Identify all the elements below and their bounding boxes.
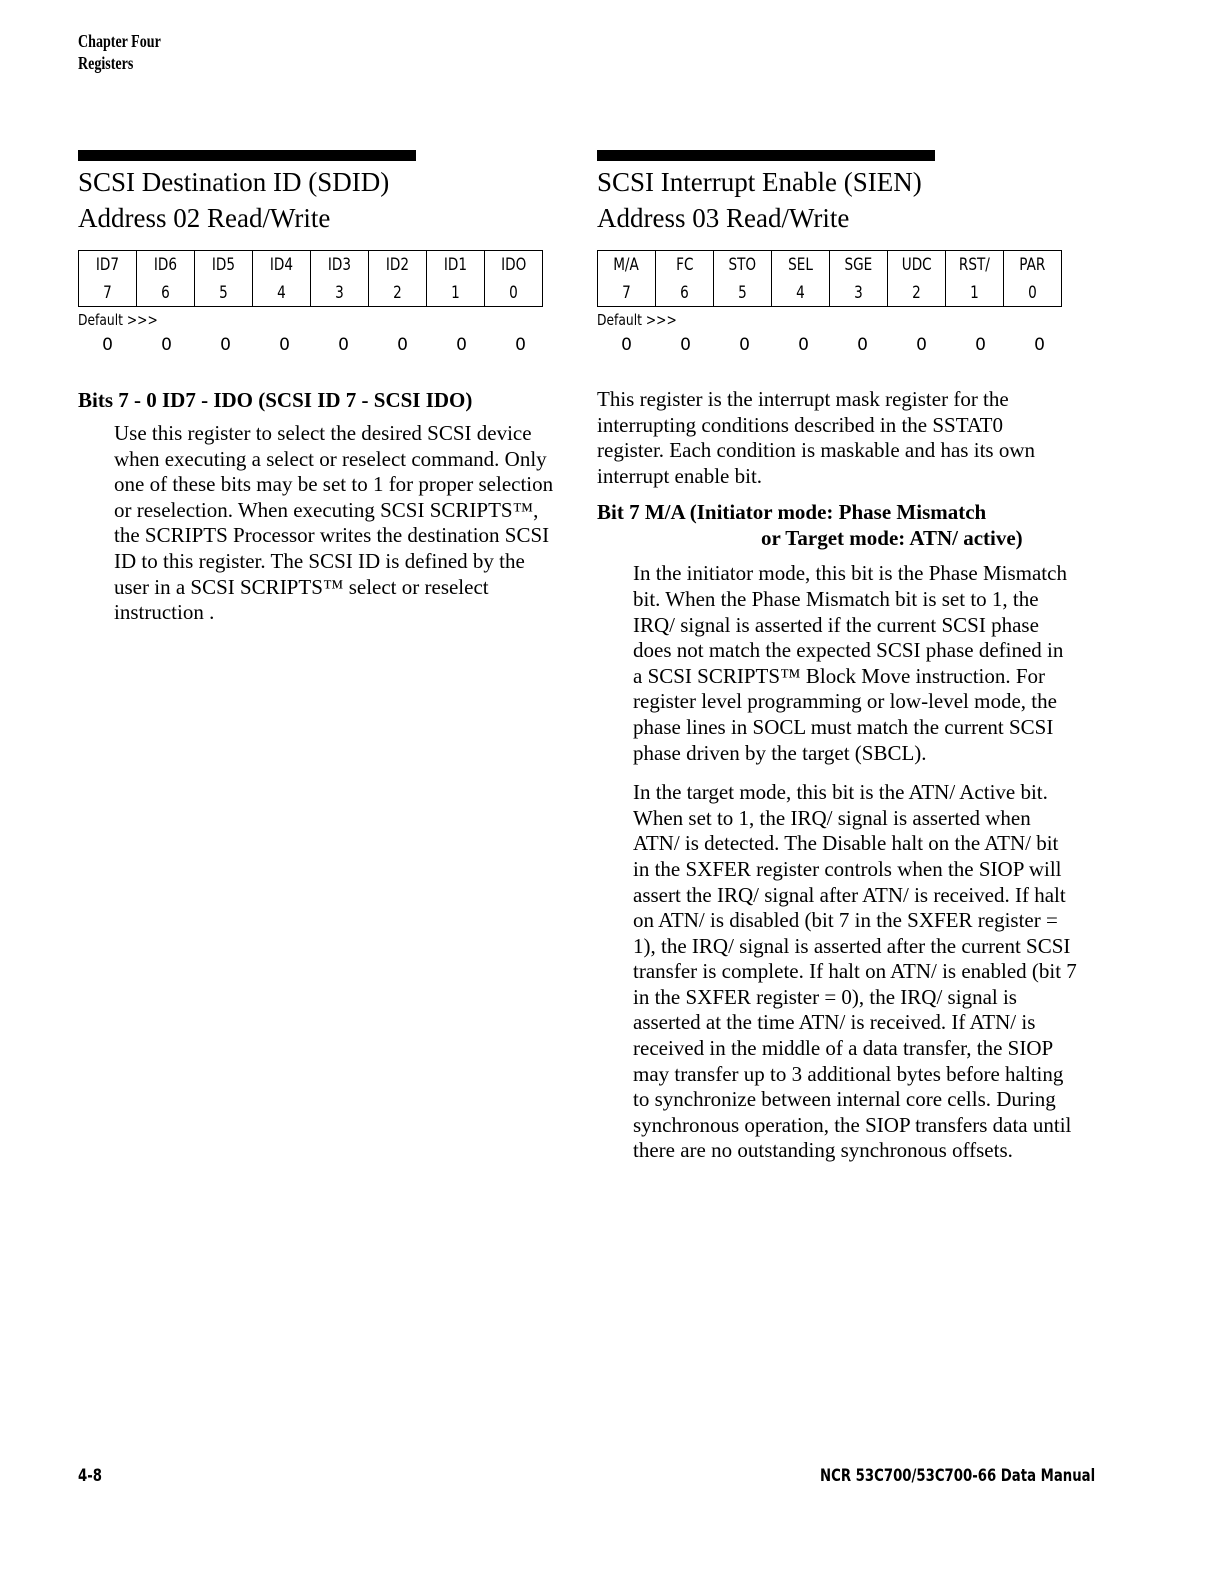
register-address: Address 02 Read/Write — [78, 203, 331, 233]
register-title: SCSI Interrupt Enable (SIEN) — [597, 167, 922, 197]
bit-description-heading: Bit 7 M/A (Initiator mode: Phase Mismatch — [597, 500, 987, 525]
default-values — [78, 335, 558, 355]
default-value: 0 — [456, 335, 467, 355]
bit-number-cell: 0 — [1004, 279, 1062, 307]
bit-description-heading: Bits 7 - 0 ID7 - IDO (SCSI ID 7 - SCSI IDO) — [78, 388, 473, 412]
bit-number-cell: 6 — [137, 279, 195, 307]
bit-number-cell: 7 — [598, 279, 656, 307]
bit-name-cell: FC — [656, 251, 714, 280]
bit-name-cell: M/A — [598, 251, 656, 280]
bit-number-cell: 2 — [888, 279, 946, 307]
default-value: 0 — [397, 335, 408, 355]
default-value: 0 — [515, 335, 526, 355]
bit-name-cell: ID7 — [79, 251, 137, 280]
default-value: 0 — [916, 335, 927, 355]
default-value: 0 — [798, 335, 809, 355]
bit-number-cell: 3 — [311, 279, 369, 307]
bit-name-cell: IDO — [485, 251, 543, 280]
sdid-register-section — [78, 150, 558, 626]
page-number: 4-8 — [78, 1466, 102, 1486]
bit-number-cell: 7 — [79, 279, 137, 307]
register-title: SCSI Destination ID (SDID) — [78, 167, 390, 197]
section-label: Registers — [78, 53, 134, 73]
default-value: 0 — [680, 335, 691, 355]
section-rule — [597, 150, 935, 161]
bit-name-cell: SGE — [830, 251, 888, 280]
bit-number-cell: 1 — [946, 279, 1004, 307]
bit-number-cell: 6 — [656, 279, 714, 307]
bit-number-cell: 3 — [830, 279, 888, 307]
bit-name-cell: ID3 — [311, 251, 369, 280]
default-value: 0 — [220, 335, 231, 355]
sien-register-section — [597, 150, 1082, 1164]
default-value: 0 — [279, 335, 290, 355]
default-value: 0 — [1034, 335, 1045, 355]
bit-name-cell: PAR — [1004, 251, 1062, 280]
running-header — [78, 30, 184, 74]
bit-name-cell: ID6 — [137, 251, 195, 280]
default-value: 0 — [621, 335, 632, 355]
manual-title: NCR 53C700/53C700-66 Data Manual — [820, 1466, 1096, 1486]
default-value: 0 — [739, 335, 750, 355]
default-value: 0 — [161, 335, 172, 355]
bit-name-cell: ID4 — [253, 251, 311, 280]
section-rule — [78, 150, 416, 161]
bit-number-cell: 4 — [253, 279, 311, 307]
register-address: Address 03 Read/Write — [597, 203, 850, 233]
bit-number-cell: 4 — [772, 279, 830, 307]
bit-description-body: Use this register to select the desired SCSI device when executing a select or reselect command. Only one of these bits may be set to 1 for proper selection or reselection. When executing SCSI SCRIPTS™, the SCRIPTS Processor writes the destination SCSI ID to this register. The SCSI ID is defined by the user in a SCSI SCRIPTS™ select or reselect instruction . — [114, 421, 554, 625]
register-intro: This register is the interrupt mask register for the interrupting conditions described in the SSTAT0 register. Each condition is maskable and has its own interrupt enable bit. — [597, 387, 1035, 488]
bit-field-table — [78, 250, 543, 307]
bit-field-table — [597, 250, 1062, 307]
default-values — [597, 335, 1082, 355]
default-label: Default >>> — [78, 311, 158, 329]
bit-name-cell: ID2 — [369, 251, 427, 280]
bit-description-heading-continued: or Target mode: ATN/ active) — [761, 526, 1023, 551]
bit-name-cell: STO — [714, 251, 772, 280]
initiator-mode-description: In the initiator mode, this bit is the Phase Mismatch bit. When the Phase Mismatch bit is set to 1, the IRQ/ signal is asserted if the current SCSI phase does not match the expected SCSI phase defined in a SCSI SCRIPTS™ Block Move instruction. For register level programming or low-level mode, the phase lines in SOCL must match the current SCSI phase driven by the target (SBCL). — [633, 561, 1067, 765]
bit-name-cell: ID1 — [427, 251, 485, 280]
bit-name-cell: SEL — [772, 251, 830, 280]
default-value: 0 — [975, 335, 986, 355]
target-mode-description: In the target mode, this bit is the ATN/ Active bit. When set to 1, the IRQ/ signal is asserted when ATN/ is detected. The Disable halt on the ATN/ bit in the SXFER register controls when the SIOP will assert the IRQ/ signal after ATN/ is received. If halt on ATN/ is disabled (bit 7 in the SXFER register = 1), the IRQ/ signal is asserted after the current SCSI transfer is complete. If halt on ATN/ is enabled (bit 7 in the SXFER register = 0), the IRQ/ signal is asserted at the time ATN/ is received. If ATN/ is received in the middle of a data transfer, the SIOP may transfer up to 3 additional bytes before halting to synchronize between internal core cells. During synchronous operation, the SIOP transfers data until there are no outstanding synchronous offsets. — [633, 780, 1077, 1163]
default-label: Default >>> — [597, 311, 677, 329]
bit-number-cell: 1 — [427, 279, 485, 307]
chapter-label: Chapter Four — [78, 31, 161, 51]
default-value: 0 — [857, 335, 868, 355]
bit-number-cell: 2 — [369, 279, 427, 307]
bit-name-cell: ID5 — [195, 251, 253, 280]
bit-number-cell: 5 — [195, 279, 253, 307]
bit-number-cell: 0 — [485, 279, 543, 307]
default-value: 0 — [338, 335, 349, 355]
bit-number-cell: 5 — [714, 279, 772, 307]
bit-name-cell: UDC — [888, 251, 946, 280]
bit-name-cell: RST/ — [946, 251, 1004, 280]
default-value: 0 — [102, 335, 113, 355]
